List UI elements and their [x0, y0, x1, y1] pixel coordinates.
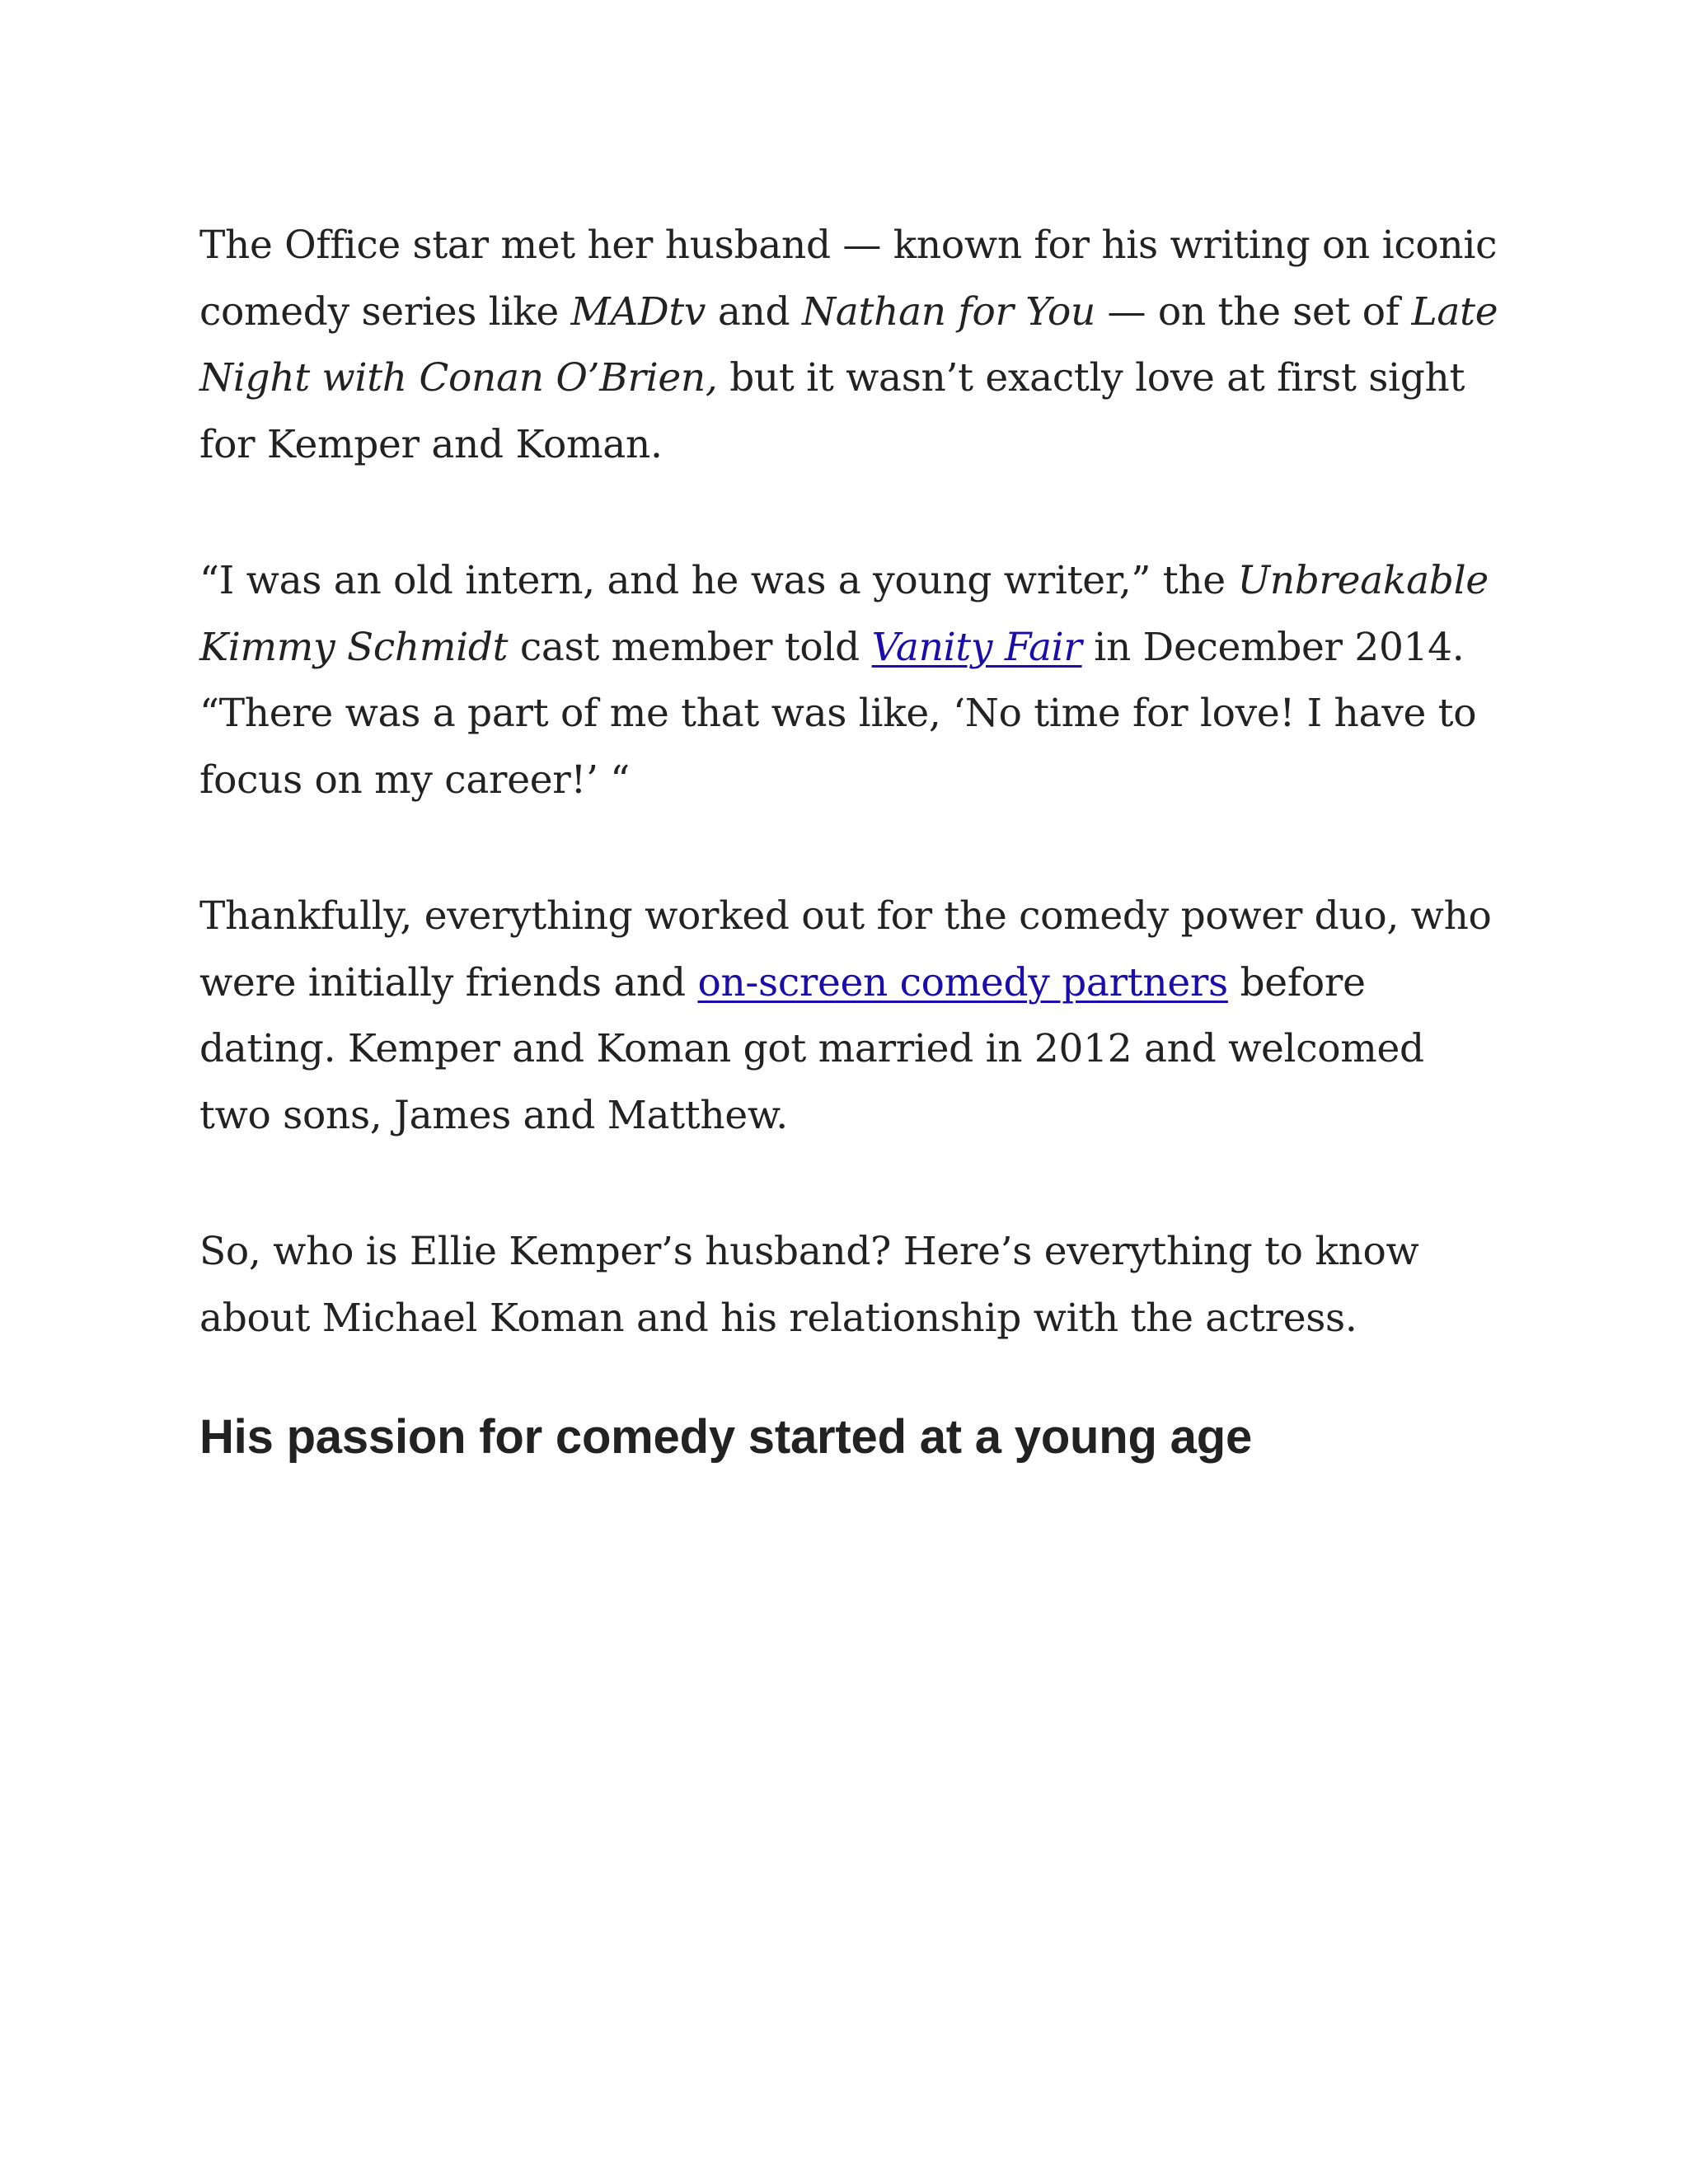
paragraph-text: and [706, 288, 802, 335]
paragraph-text: — on the set of [1095, 288, 1412, 335]
paragraph-text: “I was an old intern, and he was a young writer,” the [199, 558, 1238, 603]
paragraph-text: in December 2014. “There was a part of me that was like, ‘No time for love! I have to focus on my career!’ “ [199, 624, 1477, 803]
vanity-fair-link[interactable] [872, 625, 1082, 670]
italic-title-late-night: Late Night with Conan O’Brien, [199, 288, 1498, 401]
italic-title-madtv: MADtv [570, 288, 706, 335]
link-label[interactable]: Vanity Fair [871, 624, 1082, 670]
article-body [199, 213, 1502, 1467]
paragraph-text: So, who is Ellie Kemper’s husband? Here’s everything to know about Michael Koman and his relationship with the actress. [199, 1229, 1419, 1341]
paragraph-text: but it wasn’t exactly love at first sight for Kemper and Koman. [199, 355, 1465, 467]
paragraph-intro [199, 213, 1502, 478]
paragraph-text: before dating. Kemper and Koman got married in 2012 and welcomed two sons, James and Matthew. [199, 959, 1424, 1138]
paragraph-text: cast member told [508, 624, 872, 670]
comedy-partners-link[interactable]: on-screen comedy partners [697, 959, 1228, 1005]
paragraph-marriage [199, 883, 1502, 1149]
paragraph-text: The Office star met her husband — known for his writing on iconic comedy series like [199, 223, 1498, 335]
paragraph-summary [199, 1219, 1502, 1352]
paragraph-text: Thankfully, everything worked out for the comedy power duo, who were initially friends and [199, 893, 1492, 1005]
section-heading: His passion for comedy started at a young age [199, 1410, 1252, 1464]
italic-title-nathan-for-you: Nathan for You [801, 288, 1095, 335]
paragraph-quote [199, 548, 1502, 813]
italic-title-kimmy-schmidt: Unbreakable Kimmy Schmidt [199, 558, 1489, 670]
